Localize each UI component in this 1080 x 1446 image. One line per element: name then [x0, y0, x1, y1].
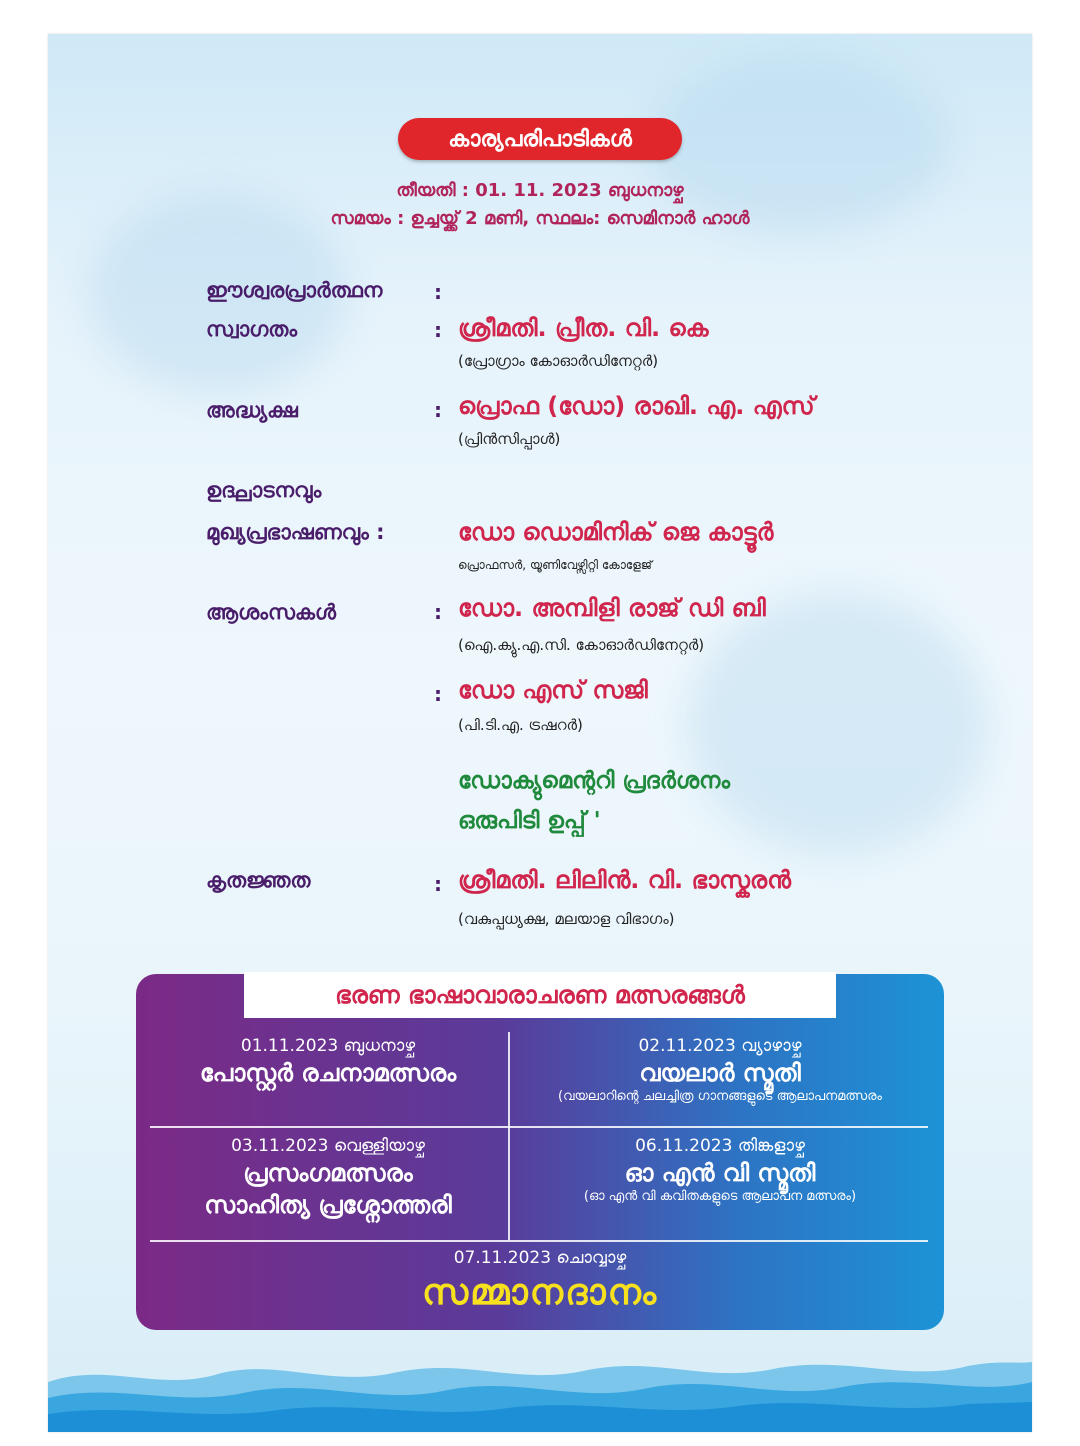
programme-heading-pill: കാര്യപരിപാടികൾ [398, 118, 682, 160]
background-cloud [648, 54, 948, 234]
greeting-speaker-2-role: (പി.ടി.എ. ട്രഷറർ) [458, 716, 583, 734]
vote-of-thanks-speaker-role: (വകുപ്പധ്യക്ഷ, മലയാള വിഭാഗം) [458, 910, 675, 928]
colon: : [434, 682, 442, 706]
presidency-speaker-role: (പ്രിൻസിപ്പാൾ) [458, 430, 561, 448]
colon: : [434, 318, 442, 342]
competitions-title: ഭരണ ഭാഷാവാരാചരണ മത്സരങ്ങൾ [244, 972, 836, 1018]
vote-of-thanks-label: കൃതജ്ഞത [206, 868, 311, 892]
competition-subtitle: (ഓ എൻ വി കവിതകളുടെ ആലാപന മത്സരം) [583, 1189, 857, 1204]
competition-title: പ്രസംഗമത്സരം [243, 1159, 413, 1187]
competition-cell [510, 1036, 930, 1104]
vote-of-thanks-speaker: ശ്രീമതി. ലിലിൻ. വി. ഭാസ്കരൻ [458, 866, 791, 894]
colon: : [434, 280, 442, 304]
award-ceremony-title: സമ്മാനദാനം [421, 1272, 659, 1313]
competition-date: 03.11.2023 വെള്ളിയാഴ്ച [231, 1136, 425, 1156]
competition-cell [510, 1136, 930, 1204]
greetings-label: ആശംസകൾ [206, 600, 336, 624]
inauguration-label-line2: മുഖ്യപ്രഭാഷണവും : [206, 520, 385, 544]
invitation-poster [48, 34, 1032, 1432]
competition-date: 01.11.2023 ബുധനാഴ്ച [240, 1036, 416, 1056]
inauguration-speaker: ഡോ ഡൊമിനിക് ജെ കാട്ടൂർ [458, 518, 774, 546]
competition-title: പോസ്റ്റർ രചനാമത്സരം [199, 1059, 457, 1087]
prayer-label: ഈശ്വരപ്രാർത്ഥന [206, 278, 383, 302]
divider [150, 1240, 928, 1242]
competition-cell [150, 1136, 506, 1220]
competition-cell [150, 1036, 506, 1088]
competition-date: 06.11.2023 തിങ്കളാഴ്ച [635, 1136, 805, 1156]
greeting-speaker-1-role: (ഐ.ക്യു.എ.സി. കോഓർഡിനേറ്റർ) [458, 636, 705, 654]
presidency-label: അദ്ധ്യക്ഷ [206, 398, 298, 422]
competition-title-2: സാഹിത്യ പ്രശ്നോത്തരി [204, 1191, 452, 1219]
wave-decoration [48, 1352, 1032, 1432]
documentary-line-1: ഡോക്യുമെന്ററി പ്രദർശനം [458, 768, 731, 794]
competition-subtitle: (വയലാറിന്റെ ചലച്ചിത്ര ഗാനങ്ങളുടെ ആലാപനമത്സരം [558, 1089, 882, 1104]
inauguration-speaker-role: പ്രൊഫസർ, യൂണിവേഴ്സിറ്റി കോളേജ് [458, 558, 652, 572]
documentary-line-2: ഒരുപിടി ഉപ്പ് ' [458, 808, 601, 834]
background-cloud [688, 594, 988, 854]
date-line: തീയതി : 01. 11. 2023 ബുധനാഴ്ച [396, 180, 684, 201]
colon: : [434, 398, 442, 422]
award-date: 07.11.2023 ചൊവ്വാഴ്ച [453, 1248, 627, 1268]
divider [150, 1126, 928, 1128]
competition-title: വയലാർ സ്മൃതി [639, 1059, 801, 1087]
time-venue-line: സമയം : ഉച്ചയ്ക്ക് 2 മണി, സ്ഥലം: സെമിനാർ ഹാൾ [330, 208, 750, 229]
greeting-speaker-1: ഡോ. അമ്പിളി രാജ് ഡി ബി [458, 594, 766, 622]
competitions-box [136, 974, 944, 1330]
colon: : [434, 600, 442, 624]
welcome-speaker: ശ്രീമതി. പ്രീത. വി. കെ [458, 314, 709, 342]
competition-title: ഓ എൻ വി സ്മൃതി [624, 1159, 816, 1187]
award-date-cell [136, 1248, 944, 1268]
inauguration-label-line1: ഉദ്ഘാടനവും [206, 478, 322, 502]
welcome-speaker-role: (പ്രോഗ്രാം കോഓർഡിനേറ്റർ) [458, 352, 659, 370]
greeting-speaker-2: ഡോ എസ് സജി [458, 676, 648, 704]
colon: : [434, 872, 442, 896]
presidency-speaker: പ്രൊഫ (ഡോ) രാഖി. എ. എസ് [458, 392, 815, 420]
welcome-label: സ്വാഗതം [206, 317, 298, 341]
competition-date: 02.11.2023 വ്യാഴാഴ്ച [638, 1036, 802, 1056]
